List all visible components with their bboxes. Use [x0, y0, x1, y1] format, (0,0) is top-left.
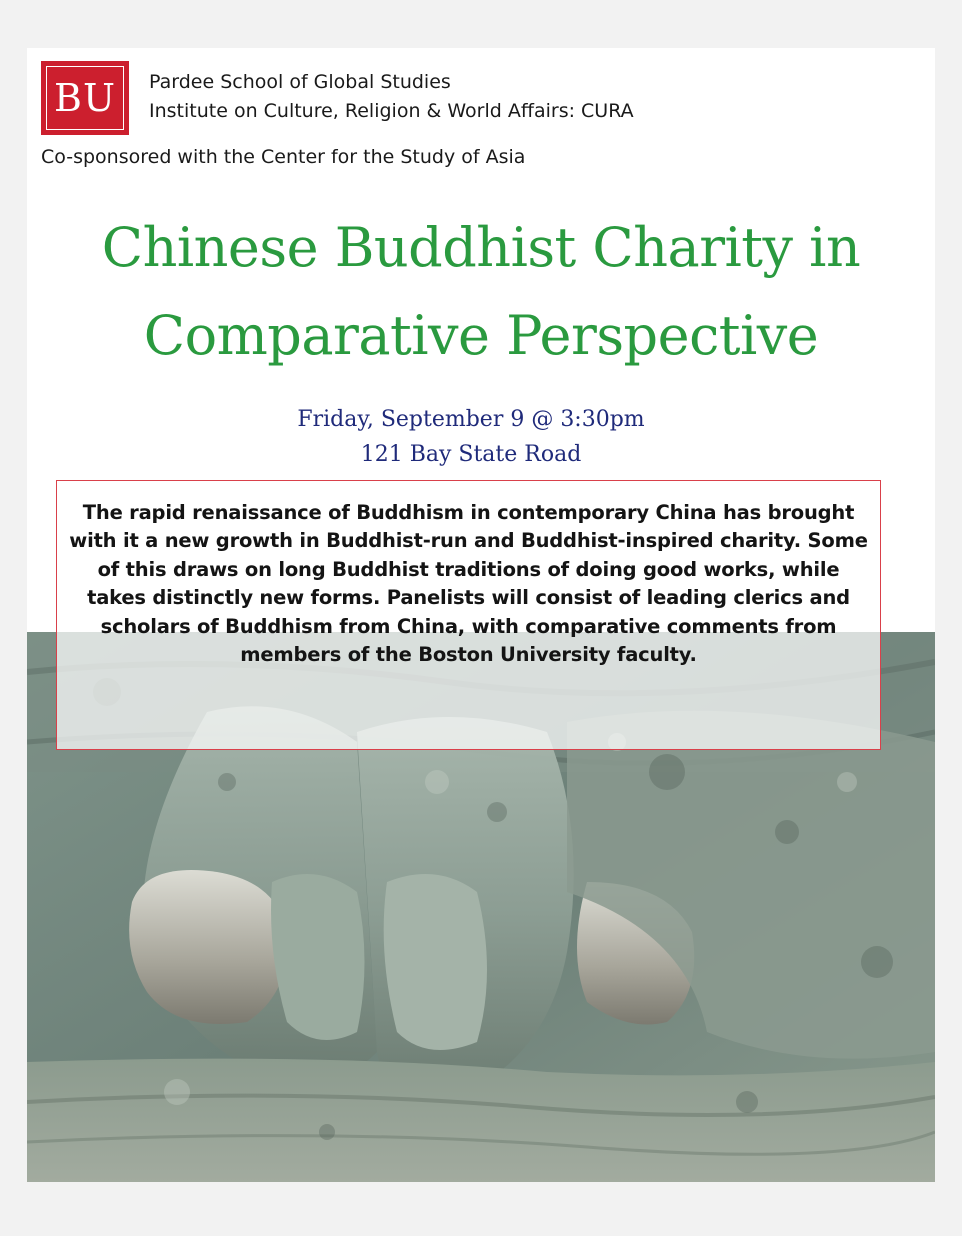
cosponsor-line: Co-sponsored with the Center for the Study of Asia: [41, 146, 526, 168]
event-description: The rapid renaissance of Buddhism in contemporary China has brought with it a new growth in Buddhist-run and Buddhist-inspired charity. Some of this draws on long Buddhist traditions of doing good works, while takes distinctly new forms. Panelists will consist of leading clerics and scholars of Buddhism from China, with comparative comments from members of the Boston University faculty.: [56, 480, 881, 750]
event-title: [27, 204, 935, 380]
event-location: 121 Bay State Road: [360, 442, 582, 467]
organization-header: [149, 68, 634, 126]
institute-name: Institute on Culture, Religion & World Affairs: CURA: [149, 100, 634, 122]
bu-logo-text: BU: [46, 66, 124, 130]
school-name: Pardee School of Global Studies: [149, 71, 451, 93]
event-title-line-1: Chinese Buddhist Charity in: [101, 216, 861, 279]
bu-logo: [41, 61, 129, 135]
event-title-line-2: Comparative Perspective: [143, 304, 819, 367]
flyer-page: [27, 48, 935, 1182]
event-datetime: Friday, September 9 @ 3:30pm: [297, 407, 645, 432]
event-info: [27, 402, 915, 472]
